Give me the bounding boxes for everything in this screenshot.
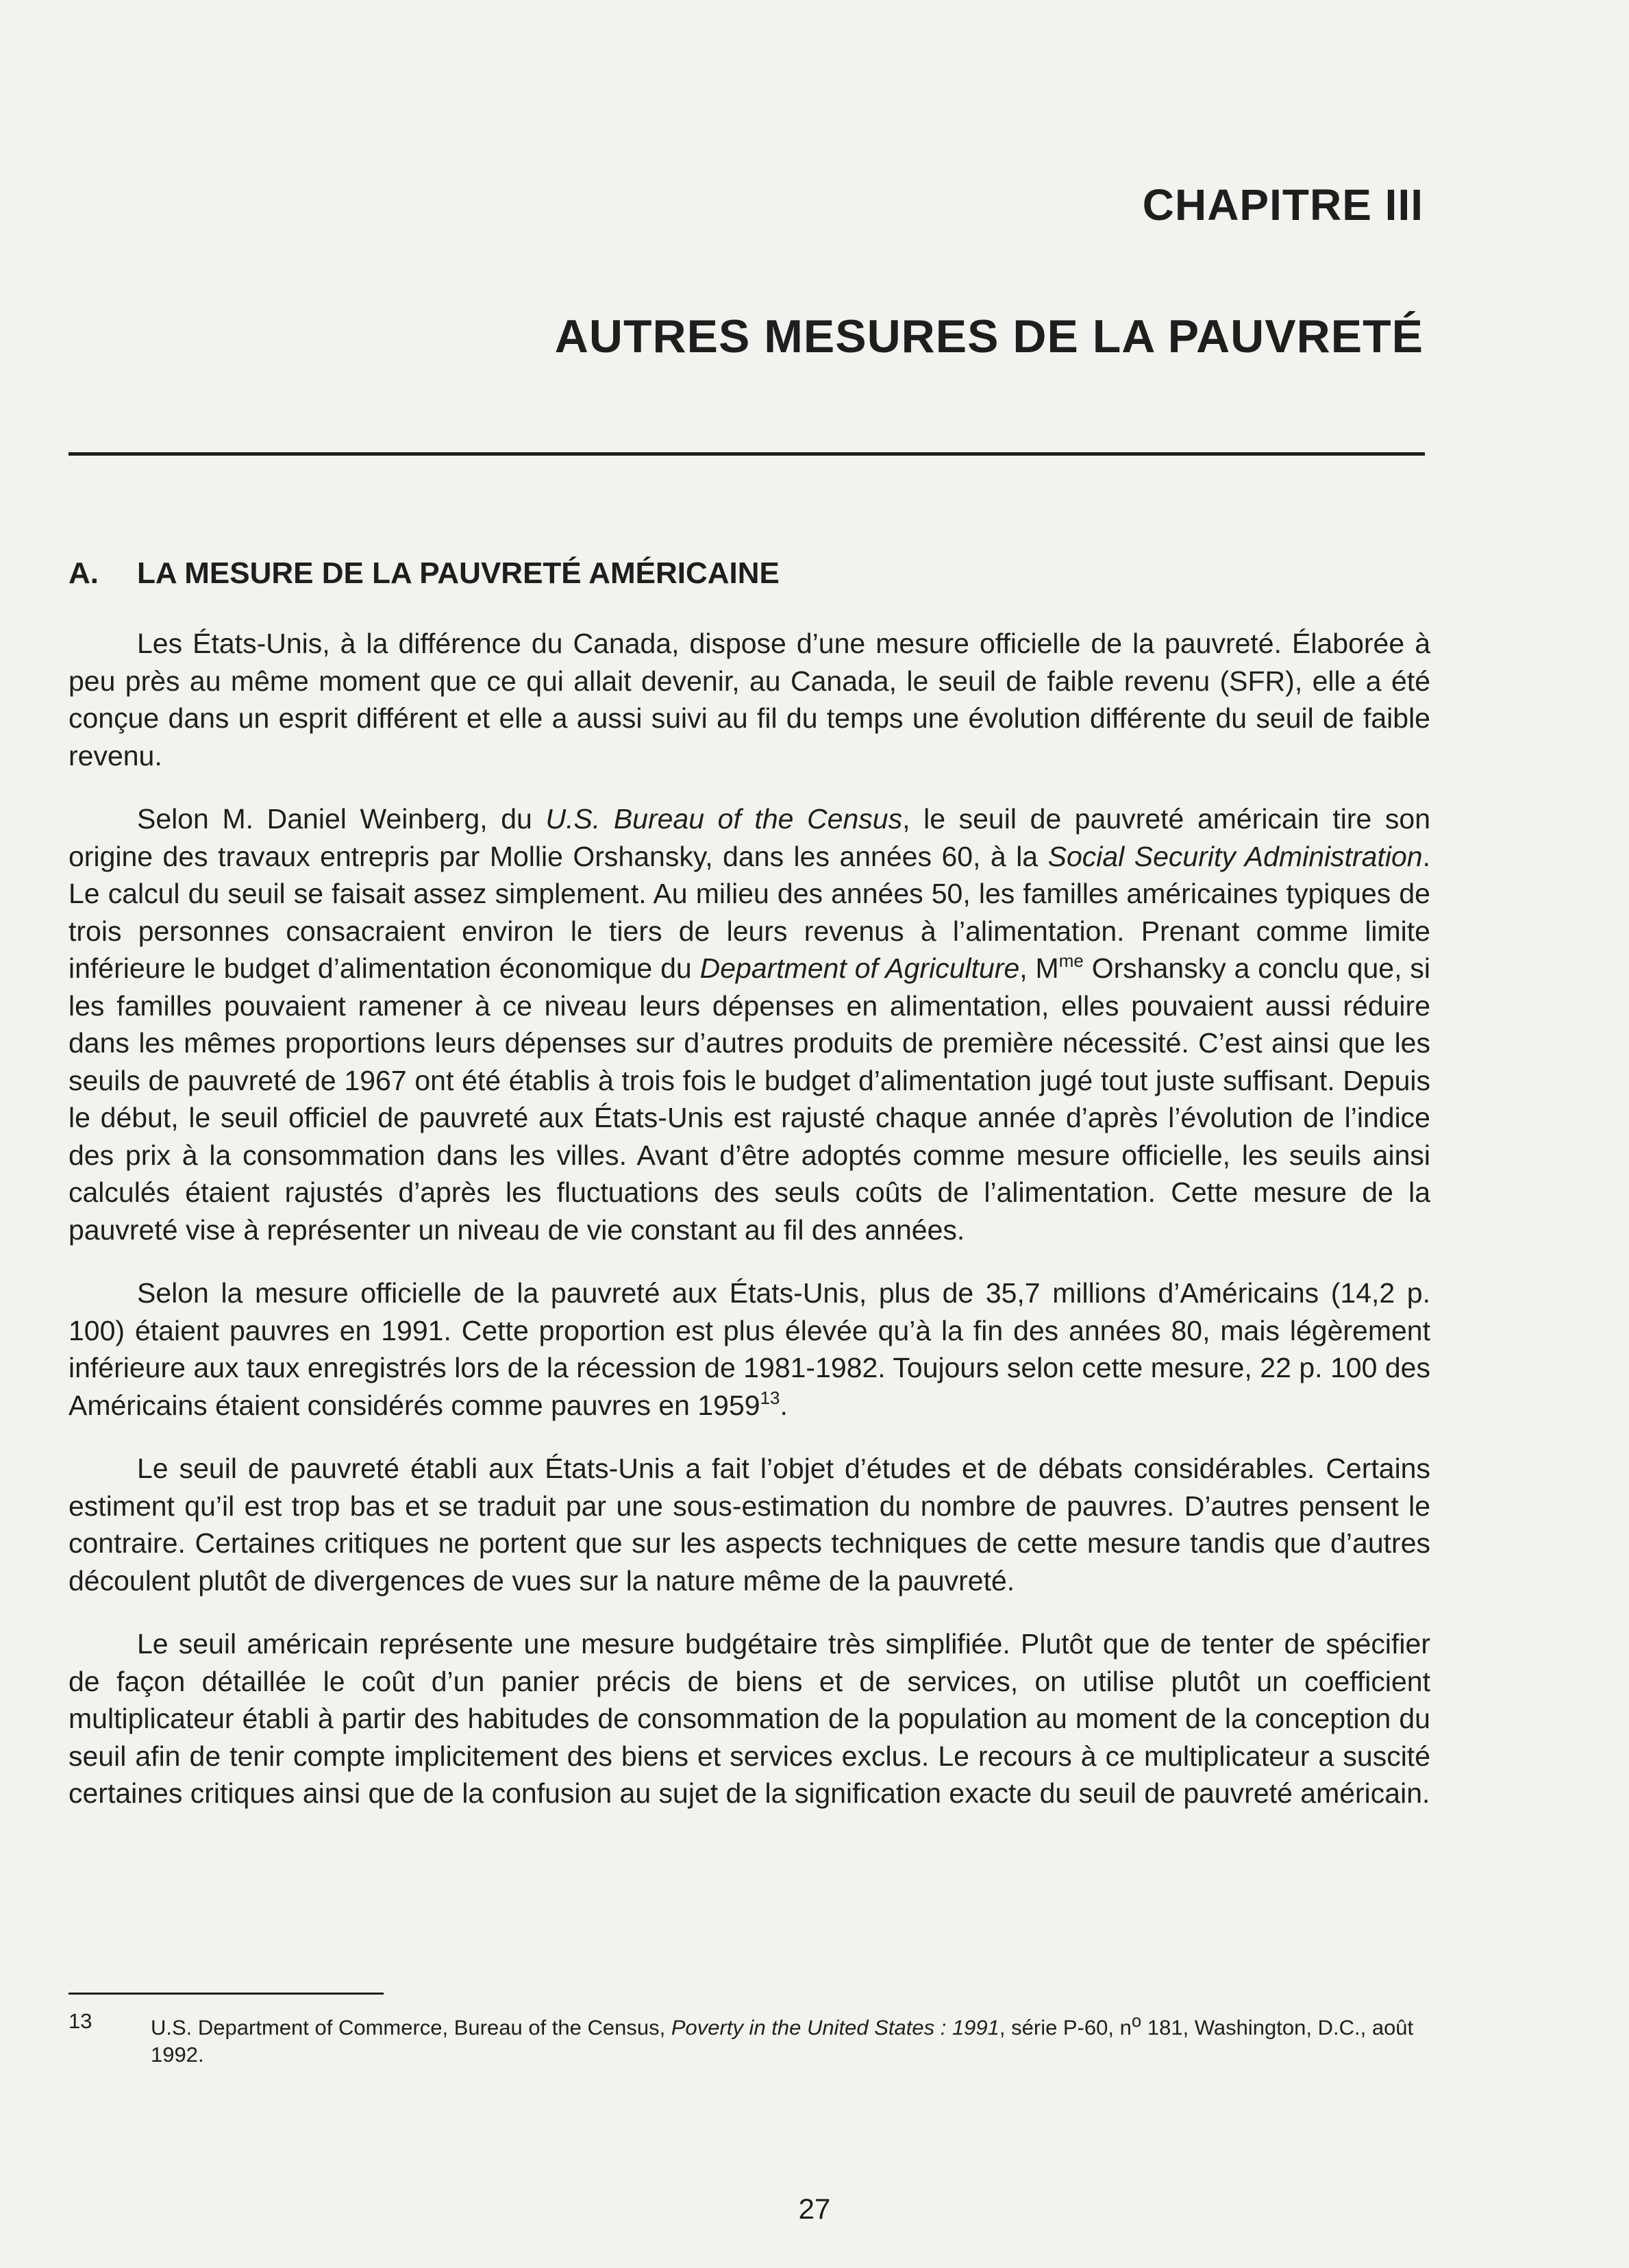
paragraph-3-end: . [780, 1389, 788, 1421]
paragraph-2-text-c: , le seuil de pauvreté américain tire son origine des travaux entrepris par Mollie Orshansky, dans les années 60, à la [69, 803, 1430, 872]
paragraph-3 [69, 1274, 1430, 1424]
page-number: 27 [798, 2193, 831, 2225]
footnote [69, 2008, 1432, 2069]
footnote-publication-title: Poverty in the United States : 1991 [671, 2015, 999, 2040]
chapter-label: CHAPITRE III [1142, 180, 1423, 230]
section-number: A. [69, 556, 99, 590]
footnote-text-e: 181, Washington, D.C., août 1992. [151, 2015, 1414, 2067]
footnote-divider [69, 1993, 384, 1995]
paragraph-2-text-e: . Le calcul du seuil se faisait assez simplement. Au milieu des années 50, les familles américaines typiques de trois personnes consacraient environ le tiers de leurs revenus à l’alimentation. Prenant comme limite inférieure le budget d’alimentation économique du [69, 840, 1430, 984]
census-bureau-name: U.S. Bureau of the Census [545, 803, 903, 835]
footnote-text-c: , série P-60, n [999, 2015, 1132, 2040]
paragraph-5: Le seuil américain représente une mesure budgétaire très simplifiée. Plutôt que de tenter de spécifier de façon détaillée le coût d’un panier précis de biens et de services, on utilise plutôt un coefficient multiplicateur établi à partir des habitudes de consommation de la population au moment de la conception du seuil afin de tenir compte implicitement des biens et services exclus. Le recours à ce multiplicateur a suscité certaines critiques ainsi que de la confusion au sujet de la signification exacte du seuil de pauvreté américain. [69, 1628, 1430, 1809]
section-title: LA MESURE DE LA PAUVRETÉ AMÉRICAINE [137, 556, 780, 590]
paragraph-2-text-g: , M [1019, 952, 1059, 984]
paragraph-2-text-a: Selon M. Daniel Weinberg, du [137, 803, 546, 835]
body-text [69, 625, 1430, 1838]
paragraph-2-text-i: Orshansky a conclu que, si les familles pouvaient ramener à ce niveau leurs dépenses en alimentation, elles pouvaient aussi réduire dans les mêmes proportions leurs dépenses sur d’autres produits de première nécessité. C’est ainsi que les seuils de pauvreté de 1967 ont été établis à trois fois le budget d’alimentation jugé tout juste suffisant. Depuis le début, le seuil officiel de pauvreté aux États-Unis est rajusté chaque année d’après l’évolution de l’indice des prix à la consommation dans les villes. Avant d’être adoptés comme mesure officielle, les seuils ainsi calculés étaient rajustés d’après les fluctuations des seuls coûts de l’alimentation. Cette mesure de la pauvreté vise à représenter un niveau de vie constant au fil des années. [69, 952, 1431, 1246]
paragraph-2 [69, 800, 1430, 1248]
agriculture-department-name: Department of Agriculture [699, 952, 1020, 984]
paragraph-4: Le seuil de pauvreté établi aux États-Unis a fait l’objet d’études et de débats considérables. Certains estiment qu’il est trop bas et se traduit par une sous-estimation du nombre de pauvres. D’autres pensent le contraire. Certaines critiques ne portent que sur les aspects techniques de cette mesure tandis que d’autres découlent plutôt de divergences de vues sur la nature même de la pauvreté. [69, 1453, 1430, 1597]
paragraph-3-text: Selon la mesure officielle de la pauvreté aux États-Unis, plus de 35,7 millions d’Américains (14,2 p. 100) étaient pauvres en 1991. Cette proportion est plus élevée qu’à la fin des années 80, mais légèrement inférieure aux taux enregistrés lors de la récession de 1981-1982. Toujours selon cette mesure, 22 p. 100 des Américains étaient considérés comme pauvres en 1959 [69, 1277, 1430, 1421]
social-security-name: Social Security Administration [1047, 840, 1423, 872]
section-heading [69, 556, 780, 591]
chapter-divider [69, 452, 1425, 456]
footnote-text [151, 2008, 1432, 2069]
footnote-text-a: U.S. Department of Commerce, Bureau of the Census, [151, 2015, 671, 2040]
footnote-ordinal-superscript: o [1131, 2012, 1142, 2031]
honorific-superscript: me [1058, 950, 1084, 971]
footnote-reference: 13 [760, 1387, 780, 1408]
footnote-number: 13 [69, 2009, 92, 2033]
chapter-title: AUTRES MESURES DE LA PAUVRETÉ [554, 310, 1423, 362]
paragraph-1: Les États-Unis, à la différence du Canada, dispose d’une mesure officielle de la pauvreté. Élaborée à peu près au même moment que ce qui allait devenir, au Canada, le seuil de faible revenu (SFR), elle a été conçue dans un esprit différent et elle a aussi suivi au fil du temps une évolution différente du seuil de faible revenu. [69, 628, 1430, 772]
